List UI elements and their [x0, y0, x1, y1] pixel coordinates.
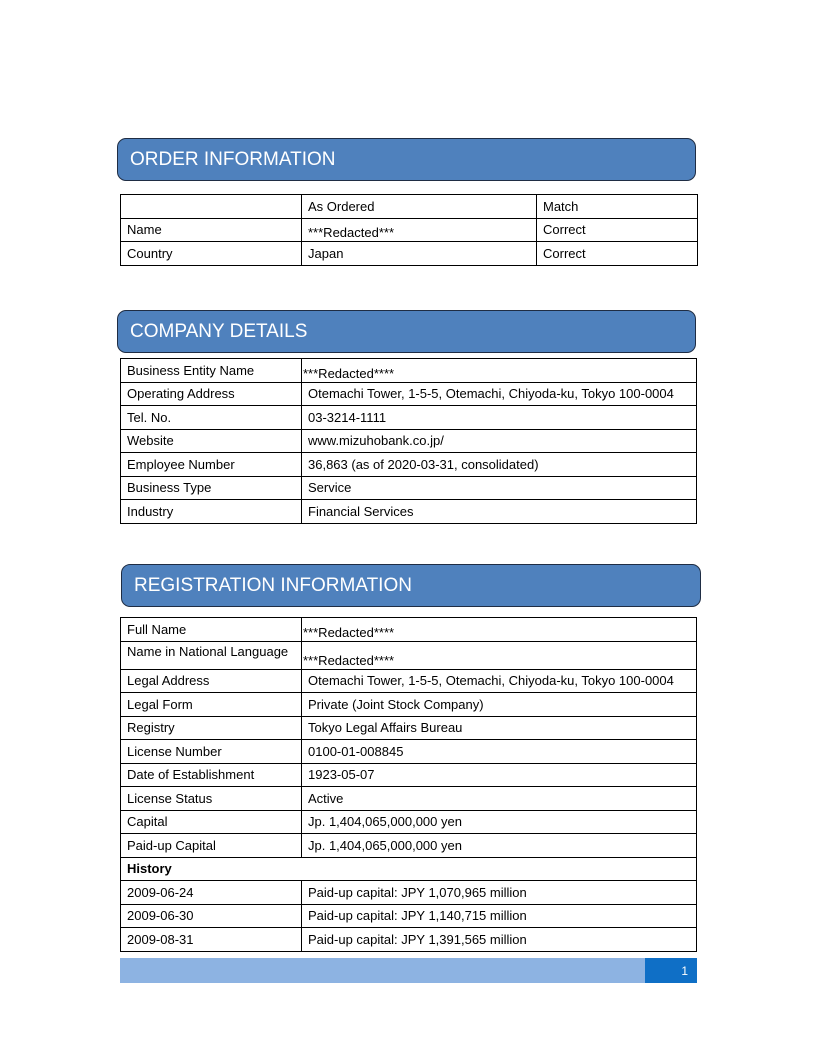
- table-cell-value: 1923-05-07: [302, 763, 697, 787]
- table-cell-label: Name: [121, 218, 302, 242]
- table-row: [121, 382, 697, 406]
- table-cell-label: Employee Number: [121, 453, 302, 477]
- table-cell-label: Capital: [121, 810, 302, 834]
- table-cell-value: Active: [302, 787, 697, 811]
- table-row: [121, 453, 697, 477]
- table-cell-value: ***Redacted****: [302, 359, 697, 383]
- footer-bar: [120, 958, 697, 983]
- page-number-box: [645, 958, 697, 983]
- history-label: History: [121, 857, 697, 881]
- table-cell-label: Tel. No.: [121, 406, 302, 430]
- table-cell-label: Country: [121, 242, 302, 266]
- table-cell-value: Service: [302, 476, 697, 500]
- table-row: [121, 834, 697, 858]
- history-row: [121, 904, 697, 928]
- table-row: [121, 500, 697, 524]
- page-number: 1: [681, 963, 688, 978]
- table-cell-label: Website: [121, 429, 302, 453]
- table-cell-value: Private (Joint Stock Company): [302, 693, 697, 717]
- table-row: [121, 810, 697, 834]
- table-cell-label: Legal Address: [121, 669, 302, 693]
- table-row: [121, 787, 697, 811]
- registration-information-title: REGISTRATION INFORMATION: [134, 574, 412, 596]
- table-header-cell: Match: [537, 195, 698, 219]
- table-cell-value: Tokyo Legal Affairs Bureau: [302, 716, 697, 740]
- registration-information-banner: [121, 564, 701, 607]
- table-cell-label: Date of Establishment: [121, 763, 302, 787]
- table-cell-value: ***Redacted****: [302, 641, 697, 669]
- table-cell-label: Name in National Language: [121, 641, 302, 669]
- order-information-title: ORDER INFORMATION: [130, 148, 336, 170]
- history-date: 2009-06-30: [121, 904, 302, 928]
- table-header-cell: As Ordered: [302, 195, 537, 219]
- history-row: [121, 881, 697, 905]
- table-cell-label: Operating Address: [121, 382, 302, 406]
- history-value: Paid-up capital: JPY 1,140,715 million: [302, 904, 697, 928]
- table-cell-value: www.mizuhobank.co.jp/: [302, 429, 697, 453]
- table-cell-value: 03-3214-1111: [302, 406, 697, 430]
- table-cell-label: Business Type: [121, 476, 302, 500]
- table-row: [121, 693, 697, 717]
- table-cell-value: Otemachi Tower, 1-5-5, Otemachi, Chiyoda-ku, Tokyo 100-0004: [302, 669, 697, 693]
- table-row: [121, 218, 698, 242]
- table-cell-match: Correct: [537, 242, 698, 266]
- table-cell-value: Jp. 1,404,065,000,000 yen: [302, 810, 697, 834]
- table-cell-value: 36,863 (as of 2020-03-31, consolidated): [302, 453, 697, 477]
- order-information-table: [120, 194, 698, 266]
- table-cell-value: ***Redacted***: [302, 218, 537, 242]
- registration-information-table: [120, 617, 697, 952]
- table-cell-value: Financial Services: [302, 500, 697, 524]
- table-row: [121, 763, 697, 787]
- history-header-row: [121, 857, 697, 881]
- table-cell-value: Otemachi Tower, 1-5-5, Otemachi, Chiyoda-ku, Tokyo 100-0004: [302, 382, 697, 406]
- table-row: [121, 618, 697, 642]
- table-cell-label: Full Name: [121, 618, 302, 642]
- table-row: [121, 740, 697, 764]
- history-value: Paid-up capital: JPY 1,391,565 million: [302, 928, 697, 952]
- history-date: 2009-06-24: [121, 881, 302, 905]
- history-date: 2009-08-31: [121, 928, 302, 952]
- table-cell-label: Industry: [121, 500, 302, 524]
- company-details-table: [120, 358, 697, 524]
- table-row: [121, 641, 697, 669]
- table-row: [121, 406, 697, 430]
- table-cell-match: Correct: [537, 218, 698, 242]
- table-row: [121, 669, 697, 693]
- table-header-cell: [121, 195, 302, 219]
- table-cell-value: Japan: [302, 242, 537, 266]
- table-cell-label: Legal Form: [121, 693, 302, 717]
- company-details-banner: [117, 310, 696, 353]
- table-header-row: [121, 195, 698, 219]
- table-cell-label: License Number: [121, 740, 302, 764]
- table-cell-label: Paid-up Capital: [121, 834, 302, 858]
- table-cell-value: 0100-01-008845: [302, 740, 697, 764]
- table-row: [121, 716, 697, 740]
- table-cell-value: Jp. 1,404,065,000,000 yen: [302, 834, 697, 858]
- table-cell-value: ***Redacted****: [302, 618, 697, 642]
- table-cell-label: Registry: [121, 716, 302, 740]
- order-information-banner: [117, 138, 696, 181]
- history-value: Paid-up capital: JPY 1,070,965 million: [302, 881, 697, 905]
- history-row: [121, 928, 697, 952]
- table-row: [121, 359, 697, 383]
- table-row: [121, 429, 697, 453]
- table-cell-label: Business Entity Name: [121, 359, 302, 383]
- table-row: [121, 242, 698, 266]
- table-cell-label: License Status: [121, 787, 302, 811]
- table-row: [121, 476, 697, 500]
- company-details-title: COMPANY DETAILS: [130, 320, 308, 342]
